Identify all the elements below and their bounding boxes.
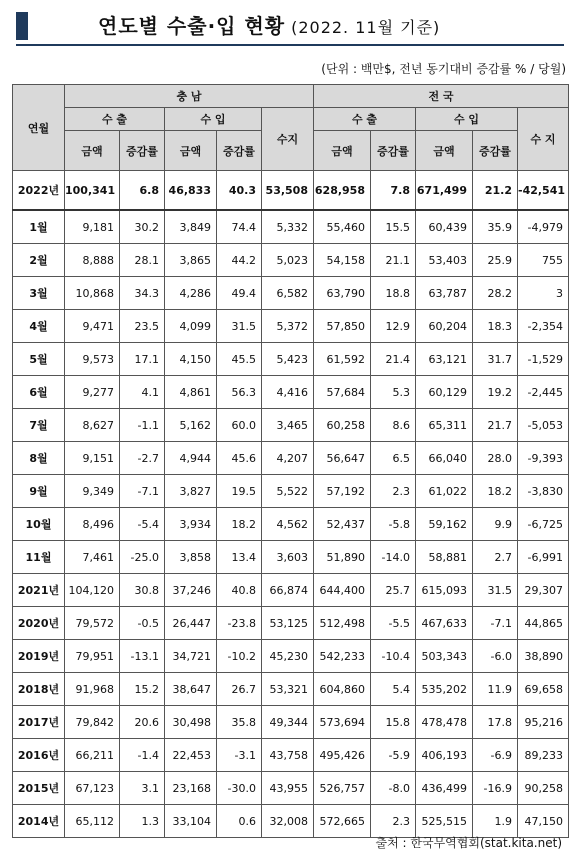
cell-cn-balance: 5,332 (262, 210, 314, 244)
cell-cn-export-amount: 8,496 (65, 508, 120, 541)
cell-nat-export-rate: 21.1 (371, 244, 416, 277)
cell-cn-import-rate: -10.2 (217, 640, 262, 673)
cell-nat-import-amount: 436,499 (416, 772, 473, 805)
header-nat-balance: 수 지 (518, 108, 569, 171)
row-label: 2014년 (13, 805, 65, 838)
table-row (13, 171, 569, 211)
cell-cn-export-rate: -0.5 (120, 607, 165, 640)
cell-nat-import-rate: 28.2 (473, 277, 518, 310)
header-nat-import: 수 입 (416, 108, 518, 131)
cell-nat-balance: 755 (518, 244, 569, 277)
cell-cn-import-amount: 3,934 (165, 508, 217, 541)
cell-cn-export-amount: 65,112 (65, 805, 120, 838)
cell-cn-export-amount: 9,151 (65, 442, 120, 475)
title-area (0, 0, 580, 58)
cell-nat-balance: 29,307 (518, 574, 569, 607)
row-label: 9월 (13, 475, 65, 508)
cell-cn-export-rate: 17.1 (120, 343, 165, 376)
cell-cn-import-rate: 74.4 (217, 210, 262, 244)
cell-cn-export-amount: 104,120 (65, 574, 120, 607)
cell-nat-export-rate: 5.4 (371, 673, 416, 706)
cell-cn-import-rate: 35.8 (217, 706, 262, 739)
cell-nat-import-rate: 21.7 (473, 409, 518, 442)
cell-nat-import-amount: 58,881 (416, 541, 473, 574)
cell-nat-import-amount: 406,193 (416, 739, 473, 772)
cell-nat-balance: 47,150 (518, 805, 569, 838)
cell-nat-export-rate: 7.8 (371, 171, 416, 211)
cell-cn-balance: 43,955 (262, 772, 314, 805)
cell-nat-balance: -2,354 (518, 310, 569, 343)
header-cn-import: 수 입 (165, 108, 262, 131)
cell-nat-export-amount: 644,400 (314, 574, 371, 607)
cell-nat-export-amount: 52,437 (314, 508, 371, 541)
cell-cn-export-rate: -25.0 (120, 541, 165, 574)
header-cn-import-amount: 금액 (165, 131, 217, 171)
cell-cn-export-rate: -13.1 (120, 640, 165, 673)
cell-cn-import-amount: 4,099 (165, 310, 217, 343)
cell-nat-import-rate: 18.3 (473, 310, 518, 343)
trade-table (12, 84, 569, 838)
cell-cn-import-rate: -23.8 (217, 607, 262, 640)
cell-nat-export-rate: 21.4 (371, 343, 416, 376)
header-national: 전 국 (314, 85, 569, 108)
cell-nat-import-rate: 21.2 (473, 171, 518, 211)
cell-nat-export-amount: 56,647 (314, 442, 371, 475)
table-row (13, 409, 569, 442)
cell-nat-balance: 95,216 (518, 706, 569, 739)
row-label: 1월 (13, 210, 65, 244)
row-label: 2021년 (13, 574, 65, 607)
cell-nat-import-rate: 31.5 (473, 574, 518, 607)
cell-nat-export-amount: 572,665 (314, 805, 371, 838)
cell-cn-balance: 4,207 (262, 442, 314, 475)
cell-nat-import-rate: 31.7 (473, 343, 518, 376)
table-row (13, 376, 569, 409)
cell-nat-balance: -9,393 (518, 442, 569, 475)
cell-cn-balance: 32,008 (262, 805, 314, 838)
cell-cn-export-rate: -1.1 (120, 409, 165, 442)
cell-nat-import-amount: 66,040 (416, 442, 473, 475)
cell-nat-export-rate: 18.8 (371, 277, 416, 310)
cell-nat-export-rate: 6.5 (371, 442, 416, 475)
row-label: 2018년 (13, 673, 65, 706)
cell-nat-import-amount: 63,121 (416, 343, 473, 376)
cell-cn-import-rate: 60.0 (217, 409, 262, 442)
cell-cn-balance: 66,874 (262, 574, 314, 607)
cell-cn-import-amount: 4,150 (165, 343, 217, 376)
row-label: 5월 (13, 343, 65, 376)
cell-cn-import-amount: 4,944 (165, 442, 217, 475)
cell-nat-import-rate: -6.9 (473, 739, 518, 772)
cell-nat-import-amount: 60,129 (416, 376, 473, 409)
cell-cn-import-amount: 34,721 (165, 640, 217, 673)
cell-nat-export-rate: 2.3 (371, 805, 416, 838)
cell-cn-export-rate: 28.1 (120, 244, 165, 277)
cell-cn-import-amount: 37,246 (165, 574, 217, 607)
table-row (13, 706, 569, 739)
cell-cn-import-rate: 31.5 (217, 310, 262, 343)
header-cn-import-rate: 증감률 (217, 131, 262, 171)
cell-cn-import-rate: 13.4 (217, 541, 262, 574)
cell-cn-import-rate: 49.4 (217, 277, 262, 310)
table-row (13, 640, 569, 673)
source-note: 출처 : 한국무역협회(stat.kita.net) (375, 836, 562, 850)
cell-cn-import-amount: 3,827 (165, 475, 217, 508)
table-row (13, 244, 569, 277)
row-label: 2020년 (13, 607, 65, 640)
cell-cn-export-amount: 9,573 (65, 343, 120, 376)
cell-nat-import-amount: 65,311 (416, 409, 473, 442)
cell-nat-export-rate: 12.9 (371, 310, 416, 343)
cell-nat-import-amount: 53,403 (416, 244, 473, 277)
cell-cn-import-rate: 56.3 (217, 376, 262, 409)
cell-nat-export-rate: 2.3 (371, 475, 416, 508)
cell-nat-import-amount: 615,093 (416, 574, 473, 607)
cell-nat-import-amount: 60,204 (416, 310, 473, 343)
cell-nat-export-amount: 57,684 (314, 376, 371, 409)
cell-nat-export-rate: 8.6 (371, 409, 416, 442)
cell-cn-import-amount: 26,447 (165, 607, 217, 640)
cell-cn-export-rate: -5.4 (120, 508, 165, 541)
title-subtitle: (2022. 11월 기준) (291, 18, 441, 37)
cell-nat-export-amount: 573,694 (314, 706, 371, 739)
cell-nat-balance: 38,890 (518, 640, 569, 673)
cell-cn-balance: 53,508 (262, 171, 314, 211)
cell-cn-import-amount: 30,498 (165, 706, 217, 739)
row-label: 4월 (13, 310, 65, 343)
cell-nat-balance: -3,830 (518, 475, 569, 508)
row-label: 8월 (13, 442, 65, 475)
cell-cn-export-rate: -1.4 (120, 739, 165, 772)
row-label: 7월 (13, 409, 65, 442)
table-row (13, 772, 569, 805)
cell-nat-balance: -4,979 (518, 210, 569, 244)
cell-cn-export-rate: 30.8 (120, 574, 165, 607)
cell-cn-import-rate: 0.6 (217, 805, 262, 838)
cell-nat-export-amount: 542,233 (314, 640, 371, 673)
cell-cn-balance: 43,758 (262, 739, 314, 772)
cell-nat-import-amount: 467,633 (416, 607, 473, 640)
cell-nat-import-rate: 19.2 (473, 376, 518, 409)
cell-cn-balance: 4,562 (262, 508, 314, 541)
header-nat-export: 수 출 (314, 108, 416, 131)
cell-cn-import-rate: 40.8 (217, 574, 262, 607)
cell-nat-import-amount: 478,478 (416, 706, 473, 739)
table-row (13, 475, 569, 508)
row-label: 2015년 (13, 772, 65, 805)
table-row (13, 739, 569, 772)
cell-nat-balance: -6,991 (518, 541, 569, 574)
cell-nat-import-rate: 9.9 (473, 508, 518, 541)
header-cn-export: 수 출 (65, 108, 165, 131)
cell-nat-import-amount: 60,439 (416, 210, 473, 244)
header-cn-export-rate: 증감률 (120, 131, 165, 171)
cell-nat-export-amount: 61,592 (314, 343, 371, 376)
cell-cn-export-amount: 9,181 (65, 210, 120, 244)
cell-nat-import-amount: 61,022 (416, 475, 473, 508)
cell-cn-balance: 5,372 (262, 310, 314, 343)
cell-cn-export-amount: 9,349 (65, 475, 120, 508)
cell-cn-export-amount: 8,627 (65, 409, 120, 442)
cell-cn-import-amount: 46,833 (165, 171, 217, 211)
cell-nat-balance: 69,658 (518, 673, 569, 706)
cell-cn-balance: 49,344 (262, 706, 314, 739)
cell-nat-import-rate: 25.9 (473, 244, 518, 277)
table-row (13, 805, 569, 838)
header-cn-balance: 수지 (262, 108, 314, 171)
cell-cn-import-amount: 23,168 (165, 772, 217, 805)
cell-nat-export-rate: 15.5 (371, 210, 416, 244)
table-row (13, 210, 569, 244)
table-row (13, 574, 569, 607)
title-main: 연도별 수출·입 현황 (98, 14, 286, 38)
cell-nat-import-rate: 18.2 (473, 475, 518, 508)
cell-cn-import-rate: -30.0 (217, 772, 262, 805)
cell-nat-export-rate: -5.8 (371, 508, 416, 541)
cell-cn-export-amount: 9,277 (65, 376, 120, 409)
cell-cn-import-rate: 18.2 (217, 508, 262, 541)
cell-cn-export-amount: 100,341 (65, 171, 120, 211)
cell-cn-export-amount: 79,572 (65, 607, 120, 640)
cell-cn-balance: 3,603 (262, 541, 314, 574)
cell-nat-balance: 44,865 (518, 607, 569, 640)
cell-cn-export-rate: 23.5 (120, 310, 165, 343)
cell-nat-export-amount: 57,192 (314, 475, 371, 508)
cell-cn-export-rate: 4.1 (120, 376, 165, 409)
cell-nat-export-amount: 54,158 (314, 244, 371, 277)
cell-cn-import-rate: 40.3 (217, 171, 262, 211)
cell-nat-export-amount: 60,258 (314, 409, 371, 442)
cell-nat-import-amount: 59,162 (416, 508, 473, 541)
table-row (13, 508, 569, 541)
table-row (13, 607, 569, 640)
cell-cn-balance: 5,423 (262, 343, 314, 376)
cell-cn-import-rate: 26.7 (217, 673, 262, 706)
cell-cn-export-rate: 6.8 (120, 171, 165, 211)
cell-nat-import-rate: -16.9 (473, 772, 518, 805)
cell-nat-import-rate: 28.0 (473, 442, 518, 475)
cell-nat-balance: -1,529 (518, 343, 569, 376)
cell-nat-balance: -5,053 (518, 409, 569, 442)
cell-cn-export-amount: 7,461 (65, 541, 120, 574)
cell-cn-export-rate: 1.3 (120, 805, 165, 838)
cell-cn-import-amount: 22,453 (165, 739, 217, 772)
cell-cn-export-amount: 91,968 (65, 673, 120, 706)
cell-cn-balance: 3,465 (262, 409, 314, 442)
cell-cn-export-amount: 67,123 (65, 772, 120, 805)
header-nat-export-amount: 금액 (314, 131, 371, 171)
cell-nat-import-rate: -6.0 (473, 640, 518, 673)
cell-cn-export-amount: 8,888 (65, 244, 120, 277)
cell-nat-balance: -6,725 (518, 508, 569, 541)
cell-nat-export-rate: -5.9 (371, 739, 416, 772)
header-nat-export-rate: 증감률 (371, 131, 416, 171)
cell-cn-import-amount: 3,865 (165, 244, 217, 277)
cell-nat-export-amount: 55,460 (314, 210, 371, 244)
cell-nat-balance: 3 (518, 277, 569, 310)
cell-cn-import-rate: 45.5 (217, 343, 262, 376)
cell-nat-export-rate: 5.3 (371, 376, 416, 409)
cell-nat-import-rate: -7.1 (473, 607, 518, 640)
row-label: 2022년 (13, 171, 65, 211)
row-label: 6월 (13, 376, 65, 409)
row-label: 11월 (13, 541, 65, 574)
title-accent-bar (16, 12, 28, 40)
cell-nat-export-rate: 15.8 (371, 706, 416, 739)
cell-cn-import-amount: 5,162 (165, 409, 217, 442)
cell-cn-balance: 4,416 (262, 376, 314, 409)
header-period: 연월 (13, 85, 65, 171)
cell-nat-export-amount: 526,757 (314, 772, 371, 805)
cell-cn-export-rate: -2.7 (120, 442, 165, 475)
header-chungnam: 충 남 (65, 85, 314, 108)
cell-nat-export-rate: -10.4 (371, 640, 416, 673)
cell-nat-import-rate: 11.9 (473, 673, 518, 706)
table-row (13, 310, 569, 343)
table-row (13, 442, 569, 475)
cell-nat-balance: 89,233 (518, 739, 569, 772)
cell-nat-import-amount: 503,343 (416, 640, 473, 673)
cell-nat-export-amount: 512,498 (314, 607, 371, 640)
cell-cn-export-amount: 79,951 (65, 640, 120, 673)
cell-cn-export-amount: 10,868 (65, 277, 120, 310)
cell-cn-export-amount: 9,471 (65, 310, 120, 343)
cell-nat-export-amount: 51,890 (314, 541, 371, 574)
cell-cn-export-rate: 20.6 (120, 706, 165, 739)
cell-nat-export-amount: 628,958 (314, 171, 371, 211)
cell-cn-import-amount: 3,858 (165, 541, 217, 574)
cell-nat-export-rate: -14.0 (371, 541, 416, 574)
cell-cn-export-rate: -7.1 (120, 475, 165, 508)
cell-cn-balance: 45,230 (262, 640, 314, 673)
cell-cn-import-amount: 3,849 (165, 210, 217, 244)
row-label: 2016년 (13, 739, 65, 772)
cell-nat-import-amount: 63,787 (416, 277, 473, 310)
table-row (13, 541, 569, 574)
header-cn-export-amount: 금액 (65, 131, 120, 171)
header-nat-import-amount: 금액 (416, 131, 473, 171)
table-row (13, 343, 569, 376)
cell-nat-balance: 90,258 (518, 772, 569, 805)
row-label: 3월 (13, 277, 65, 310)
cell-nat-import-amount: 671,499 (416, 171, 473, 211)
cell-nat-export-amount: 57,850 (314, 310, 371, 343)
header-nat-import-rate: 증감률 (473, 131, 518, 171)
unit-note: (단위 : 백만$, 전년 동기대비 증감률 % / 당월) (321, 62, 566, 76)
cell-cn-import-amount: 4,861 (165, 376, 217, 409)
cell-cn-export-rate: 30.2 (120, 210, 165, 244)
row-label: 2019년 (13, 640, 65, 673)
cell-nat-export-amount: 63,790 (314, 277, 371, 310)
cell-cn-balance: 5,023 (262, 244, 314, 277)
cell-cn-import-rate: -3.1 (217, 739, 262, 772)
cell-nat-import-rate: 35.9 (473, 210, 518, 244)
cell-cn-import-amount: 4,286 (165, 277, 217, 310)
title-underline (16, 44, 564, 46)
cell-nat-import-amount: 525,515 (416, 805, 473, 838)
table-row (13, 277, 569, 310)
cell-nat-export-rate: 25.7 (371, 574, 416, 607)
cell-nat-balance: -42,541 (518, 171, 569, 211)
cell-cn-balance: 6,582 (262, 277, 314, 310)
cell-cn-import-amount: 38,647 (165, 673, 217, 706)
cell-cn-export-rate: 34.3 (120, 277, 165, 310)
cell-cn-import-rate: 44.2 (217, 244, 262, 277)
cell-cn-export-rate: 3.1 (120, 772, 165, 805)
cell-cn-export-amount: 66,211 (65, 739, 120, 772)
cell-cn-import-rate: 19.5 (217, 475, 262, 508)
cell-nat-import-rate: 1.9 (473, 805, 518, 838)
cell-nat-export-rate: -5.5 (371, 607, 416, 640)
cell-cn-balance: 5,522 (262, 475, 314, 508)
cell-nat-export-amount: 495,426 (314, 739, 371, 772)
cell-cn-import-amount: 33,104 (165, 805, 217, 838)
cell-nat-import-rate: 2.7 (473, 541, 518, 574)
cell-nat-import-amount: 535,202 (416, 673, 473, 706)
cell-nat-import-rate: 17.8 (473, 706, 518, 739)
table-row (13, 673, 569, 706)
row-label: 2017년 (13, 706, 65, 739)
row-label: 10월 (13, 508, 65, 541)
row-label: 2월 (13, 244, 65, 277)
page-title (98, 10, 440, 39)
cell-cn-balance: 53,321 (262, 673, 314, 706)
cell-nat-balance: -2,445 (518, 376, 569, 409)
cell-nat-export-amount: 604,860 (314, 673, 371, 706)
cell-cn-export-amount: 79,842 (65, 706, 120, 739)
cell-cn-export-rate: 15.2 (120, 673, 165, 706)
cell-cn-import-rate: 45.6 (217, 442, 262, 475)
cell-cn-balance: 53,125 (262, 607, 314, 640)
cell-nat-export-rate: -8.0 (371, 772, 416, 805)
